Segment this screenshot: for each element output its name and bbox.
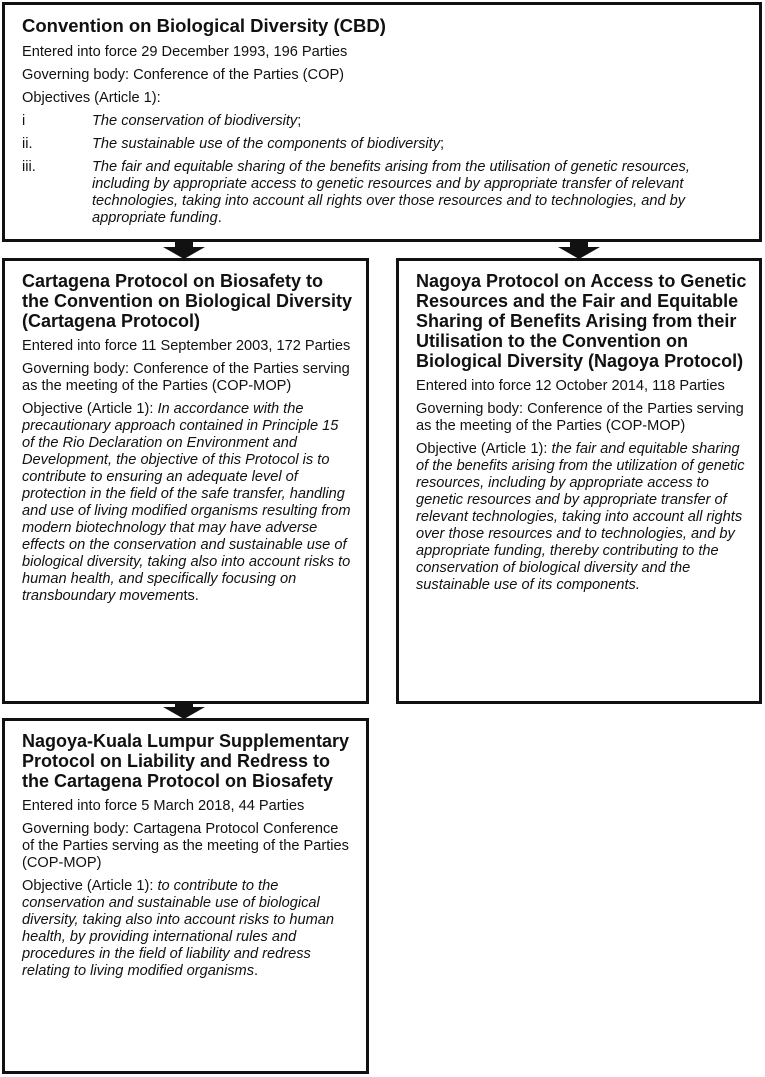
cartagena-entered-into-force: Entered into force 11 September 2003, 172 Parties [22,338,351,354]
objective-number: i [22,113,26,129]
arrow-cbd-to-nagoya [558,242,600,259]
cbd-box [2,2,762,242]
objective-label: Objective (Article 1): [22,878,158,894]
objective-tail: . [254,963,259,979]
nagoya-entered-into-force: Entered into force 12 October 2014, 118 Parties [416,378,725,394]
objective-tail: ts. [183,588,199,604]
cbd-entered-into-force: Entered into force 29 December 1993, 196 Parties [22,44,348,60]
objective-text-italic: The fair and equitable sharing of the benefits arising from the utilisation of genetic resources, including by appropriate access to genetic resources and by appropriate transfer of relevant technologies, taking into account all rights over those resources and to technologies, and by appropriate funding [92,159,690,226]
objective-tail: ; [440,136,445,152]
cbd-title: Convention on Biological Diversity (CBD) [22,15,386,36]
nklp-entered-into-force: Entered into force 5 March 2018, 44 Parties [22,798,305,814]
nagoya-kuala-lumpur-protocol-box [2,718,369,1074]
objective-tail: ; [297,113,302,129]
nklp-governing-body: Governing body: Cartagena Protocol Conference of the Parties serving as the meeting of the Parties (COP-MOP) [22,821,349,871]
objective-text [92,159,747,227]
arrow-cbd-to-cartagena [163,242,205,259]
down-arrow-icon [163,703,205,719]
cartagena-governing-body: Governing body: Conference of the Parties serving as the meeting of the Parties (COP-MOP) [22,361,350,394]
objective-text [92,113,747,130]
objective-text: In accordance with the precautionary approach contained in Principle 15 of the Rio Declaration on Environment and Development, the objective of this Protocol is to contribute to ensuring an adequate level of protection in the field of the safe transfer, handling and use of living modified organisms resulting from modern biotechnology that may have adverse effects on the conservation and sustainable use of biological diversity, taking also into account risks to human health, and specifically focusing on transboundary movemen [22,401,351,604]
nklp-title: Nagoya-Kuala Lumpur Supplementary Protocol on Liability and Redress to the Cartagena Protocol on Biosafety [22,731,350,791]
cbd-objectives-label: Objectives (Article 1): [22,90,161,106]
nklp-objective [22,878,354,980]
objective-text [92,136,747,153]
cartagena-objective [22,401,354,605]
objective-label: Objective (Article 1): [22,401,158,417]
nagoya-governing-body: Governing body: Conference of the Parties serving as the meeting of the Parties (COP-MOP) [416,401,744,434]
objective-text: to contribute to the conservation and sustainable use of biological diversity, taking also into account risks to human health, by providing international rules and procedures in the field of liability and redress relating to living modified organisms [22,878,335,979]
cbd-objective-3 [22,159,747,227]
nagoya-title: Nagoya Protocol on Access to Genetic Resources and the Fair and Equitable Sharing of Benefits Arising from their Utilisation to the Convention on Biological Diversity (Nagoya Protocol) [416,271,747,371]
cbd-objective-1 [22,113,747,130]
objective-tail: . [217,210,222,226]
cbd-objective-2 [22,136,747,153]
down-arrow-icon [558,242,600,259]
objective-number: ii. [22,136,33,152]
arrow-cartagena-to-nklp [163,703,205,719]
cbd-governing-body: Governing body: Conference of the Parties (COP) [22,67,345,83]
objective-text-italic: The conservation of biodiversity [92,113,298,129]
down-arrow-icon [163,242,205,259]
objective-text: the fair and equitable sharing of the benefits arising from the utilization of genetic resources, including by appropriate access to genetic resources and by appropriate transfer of relevant technologies, taking into account all rights over those resources and to technologies, and by appropriate funding, thereby contributing to the conservation of biological diversity and the sustainable use of its components. [416,441,745,593]
nagoya-protocol-box [396,258,762,704]
objective-text-italic: The sustainable use of the components of biodiversity [92,136,441,152]
objective-number: iii. [22,159,36,175]
cartagena-title: Cartagena Protocol on Biosafety to the Convention on Biological Diversity (Cartagena Protocol) [22,271,353,331]
cartagena-protocol-box [2,258,369,704]
objective-label: Objective (Article 1): [416,441,552,457]
nagoya-objective [416,441,747,594]
